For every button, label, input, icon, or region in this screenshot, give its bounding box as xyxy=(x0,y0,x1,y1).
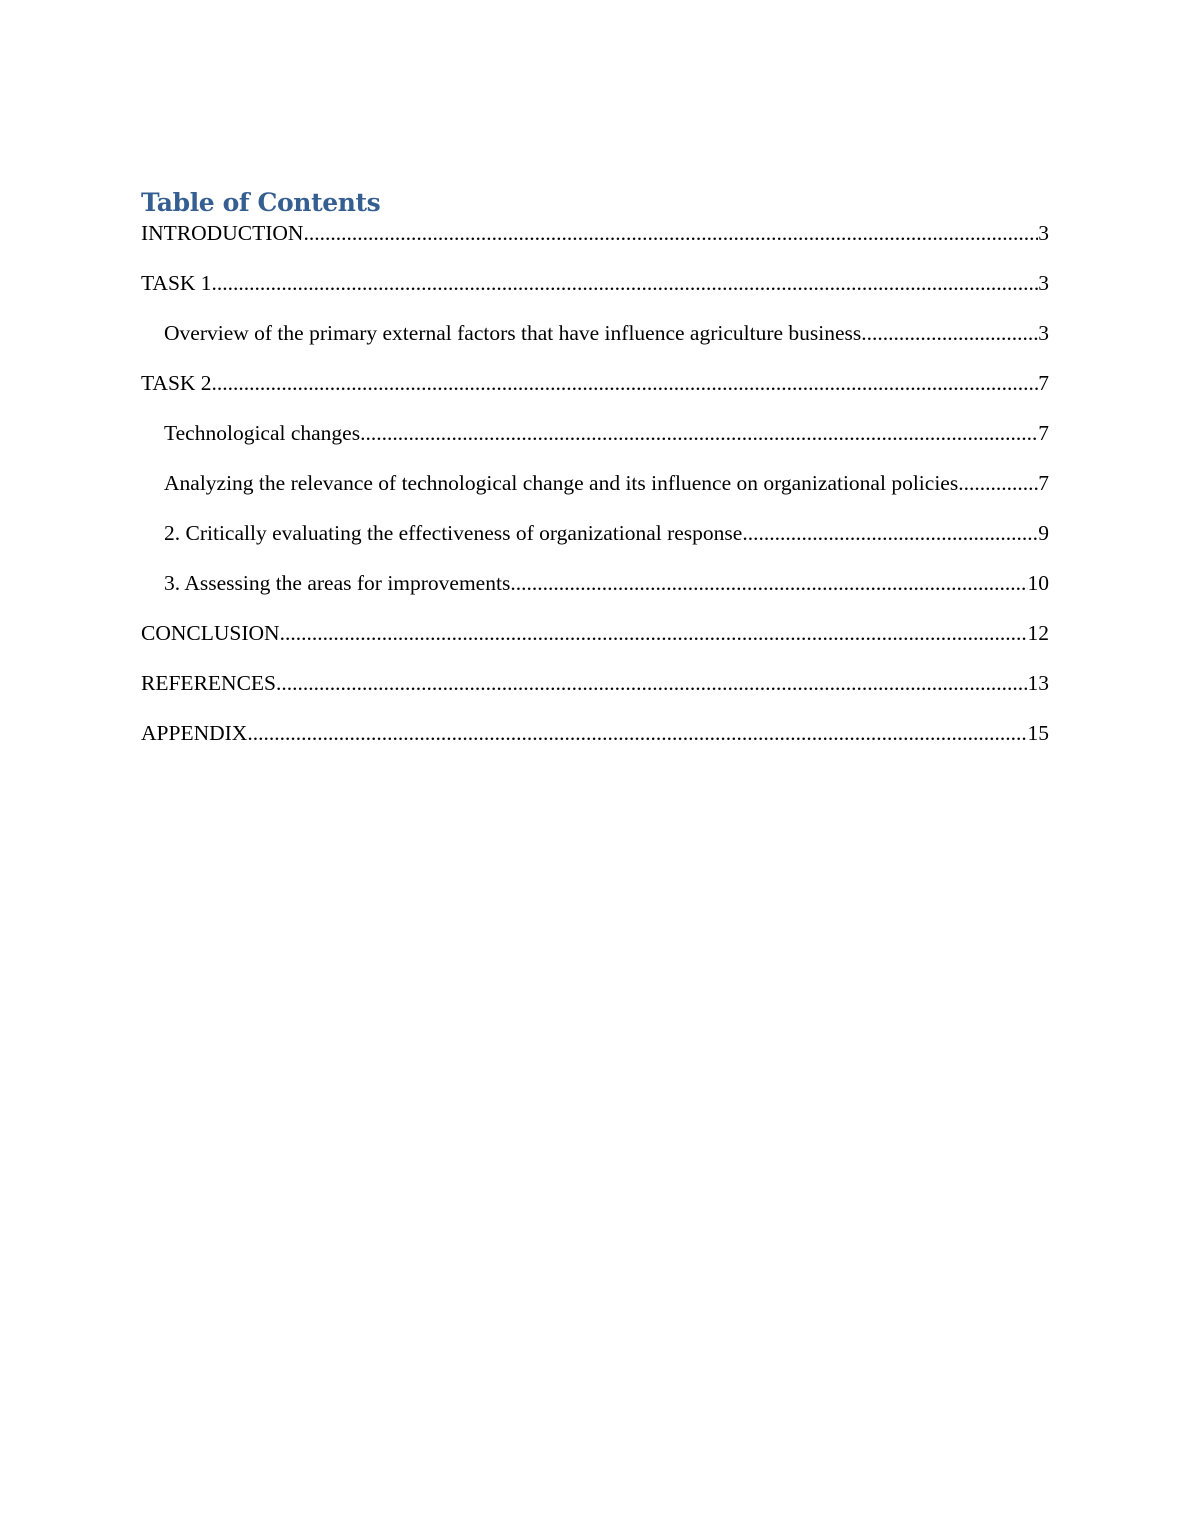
toc-entry-label: Overview of the primary external factors that have influence agriculture business xyxy=(164,321,862,345)
toc-dot-leader xyxy=(861,321,1038,345)
toc-dot-leader xyxy=(742,521,1038,545)
toc-dot-leader xyxy=(958,471,1038,495)
toc-entry-label: 2. Critically evaluating the effectiveness of organizational response xyxy=(164,521,743,545)
toc-page-number: 12 xyxy=(1027,621,1049,645)
toc-entry-label: APPENDIX xyxy=(141,721,248,745)
toc-entry-label: Technological changes xyxy=(164,421,361,445)
toc-entry-label: REFERENCES xyxy=(141,671,276,695)
toc-dot-leader xyxy=(212,271,1039,295)
toc-entry-technological-changes[interactable] xyxy=(141,421,1049,471)
toc-entry-conclusion[interactable] xyxy=(141,621,1049,671)
toc-page-number: 15 xyxy=(1027,721,1049,745)
toc-entry-task-1[interactable] xyxy=(141,271,1049,321)
toc-entry-label: INTRODUCTION xyxy=(141,221,304,245)
toc-dot-leader xyxy=(280,621,1028,645)
toc-page-number: 3 xyxy=(1038,221,1049,245)
toc-entry-analyzing-relevance[interactable] xyxy=(141,471,1049,521)
toc-entry-label: TASK 1 xyxy=(141,271,212,295)
toc-entry-label: TASK 2 xyxy=(141,371,212,395)
toc-page-number: 7 xyxy=(1038,471,1049,495)
toc-page-number: 3 xyxy=(1038,321,1049,345)
table-of-contents xyxy=(141,186,1049,771)
toc-entry-external-factors[interactable] xyxy=(141,321,1049,371)
toc-entry-label: CONCLUSION xyxy=(141,621,280,645)
toc-page-number: 9 xyxy=(1038,521,1049,545)
toc-dot-leader xyxy=(360,421,1038,445)
toc-dot-leader xyxy=(303,221,1038,245)
toc-page-number: 7 xyxy=(1038,421,1049,445)
toc-dot-leader xyxy=(276,671,1028,695)
toc-entry-task-2[interactable] xyxy=(141,371,1049,421)
toc-dot-leader xyxy=(247,721,1027,745)
toc-entry-appendix[interactable] xyxy=(141,721,1049,771)
toc-entry-label: Analyzing the relevance of technological change and its influence on organizational policies xyxy=(164,471,959,495)
toc-page-number: 3 xyxy=(1038,271,1049,295)
toc-dot-leader xyxy=(510,571,1027,595)
toc-page-number: 7 xyxy=(1038,371,1049,395)
toc-entry-evaluating-effectiveness[interactable] xyxy=(141,521,1049,571)
toc-page-number: 10 xyxy=(1027,571,1049,595)
toc-dot-leader xyxy=(212,371,1039,395)
toc-entry-areas-for-improvements[interactable] xyxy=(141,571,1049,621)
toc-entry-introduction[interactable] xyxy=(141,221,1049,271)
toc-page-number: 13 xyxy=(1027,671,1049,695)
toc-entry-references[interactable] xyxy=(141,671,1049,721)
toc-list xyxy=(141,221,1049,771)
toc-entry-label: 3. Assessing the areas for improvements xyxy=(164,571,511,595)
toc-title: Table of Contents xyxy=(141,188,381,217)
